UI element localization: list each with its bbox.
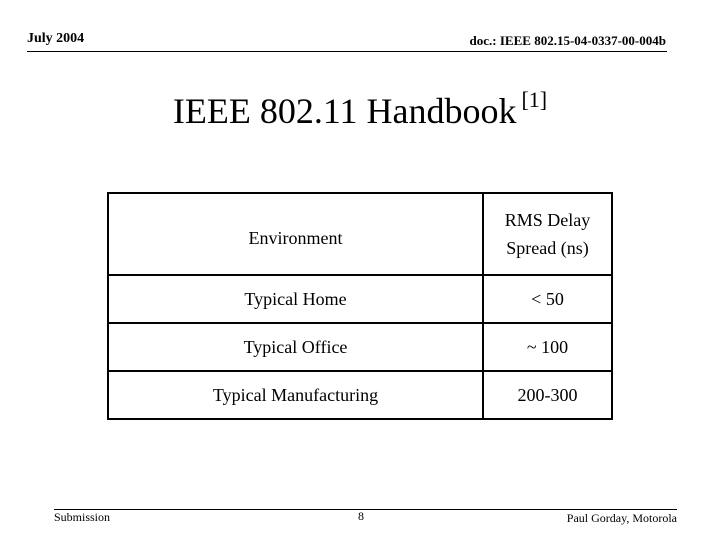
slide-title-ref: [1]	[521, 87, 548, 112]
cell-delay: < 50	[483, 275, 612, 323]
table-header-row	[108, 193, 612, 275]
slide-title	[0, 87, 720, 132]
cell-delay: 200-300	[483, 371, 612, 419]
cell-environment: Typical Home	[108, 275, 483, 323]
footer-page-number: 8	[358, 509, 364, 523]
delay-spread-table	[107, 192, 613, 420]
header-delay-line2: Spread (ns)	[506, 238, 589, 258]
table-row	[108, 323, 612, 371]
footer-author: Paul Gorday, Motorola	[566, 511, 677, 525]
cell-environment: Typical Manufacturing	[108, 371, 483, 419]
cell-delay: ~ 100	[483, 323, 612, 371]
header-divider	[27, 51, 667, 52]
header-cell-delay	[483, 193, 612, 275]
table-row	[108, 275, 612, 323]
header-date: July 2004	[27, 31, 85, 46]
table-row	[108, 371, 612, 419]
cell-environment: Typical Office	[108, 323, 483, 371]
header-delay-line1: RMS Delay	[504, 210, 591, 230]
slide-title-text: IEEE 802.11 Handbook	[172, 91, 517, 131]
header-cell-environment: Environment	[108, 193, 483, 275]
footer-divider	[54, 509, 677, 510]
footer-submission: Submission	[54, 510, 111, 524]
header-doc-id: doc.: IEEE 802.15-04-0337-00-004b	[469, 33, 666, 48]
